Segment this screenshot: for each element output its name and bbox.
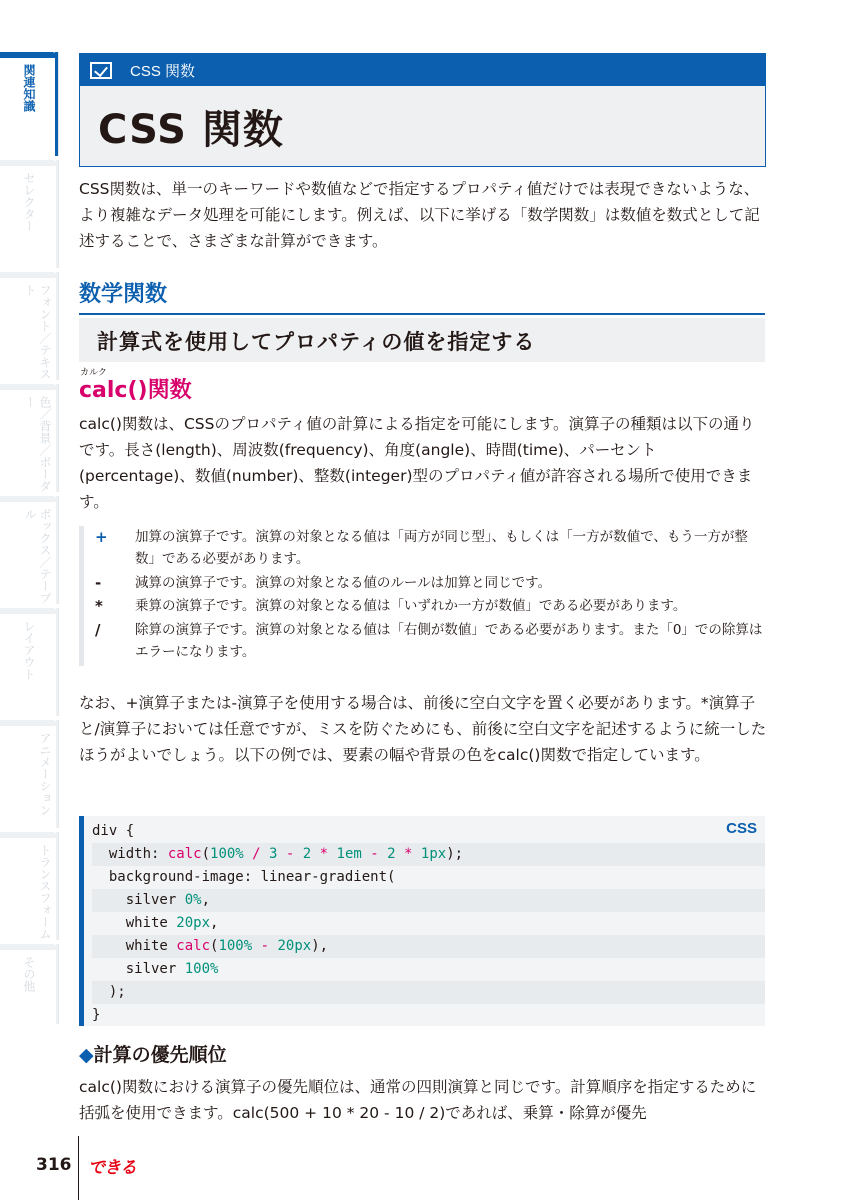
title-band-label: CSS 関数 (130, 62, 196, 80)
code-line: } (92, 1007, 101, 1023)
priority-heading (79, 1040, 227, 1067)
side-tab-label: セレクター (22, 172, 36, 232)
side-tab-label: ボックス／テーブル (23, 508, 52, 604)
checkbox-icon (90, 62, 112, 79)
side-tab-label: トランスフォーム (38, 844, 52, 940)
operator-symbol: * (95, 597, 103, 615)
operator-symbol: - (95, 574, 102, 592)
priority-heading-text: 計算の優先順位 (93, 1044, 227, 1066)
side-tab-box (0, 496, 59, 604)
side-tab-label: アニメーション (38, 732, 52, 816)
side-tab-label: 関連知識 (22, 64, 36, 112)
side-tab-label: その他 (22, 956, 36, 992)
code-line: silver 0%, (92, 889, 765, 912)
code-line: width: calc(100% / 3 - 2 * 1em - 2 * 1px); (92, 843, 765, 866)
section-underline (79, 313, 765, 315)
side-tab-label: フォント／テキスト (23, 284, 52, 380)
function-heading: calc()関数 (79, 378, 192, 403)
operator-desc: 除算の演算子です。演算の対象となる値は「右側が数値」である必要があります。また「0」での除算はエラーになります。 (135, 622, 763, 660)
side-tab-label: 色／背景／ボーダー (23, 396, 52, 492)
diamond-icon: ◆ (79, 1044, 94, 1066)
note-paragraph: なお、+演算子または-演算子を使用する場合は、前後に空白文字を置く必要があります。*演算子と/演算子においては任意ですが、ミスを防ぐためにも、前後に空白文字を記述するように統一したほうがよいでしょう。以下の例では、要素の幅や背景の色をcalc()関数で指定しています。 (79, 694, 767, 764)
side-tab-layout (0, 608, 59, 716)
side-tab-related (0, 52, 59, 156)
code-block (79, 816, 765, 1026)
side-tab-selector (0, 160, 59, 268)
operator-desc: 乗算の演算子です。演算の対象となる値は「いずれか一方が数値」である必要があります。 (135, 598, 687, 614)
publisher-logo: できる (88, 1158, 136, 1178)
function-ruby: カルク (80, 368, 107, 378)
title-box (79, 53, 766, 167)
code-language-label: CSS (726, 820, 757, 837)
code-line: white 20px, (92, 915, 219, 931)
priority-paragraph: calc()関数における演算子の優先順位は、通常の四則演算と同じです。計算順序を指定するために括弧を使用できます。calc(500 + 10 * 20 - 10 / 2)であれば、乗算・除算が優先 (79, 1078, 757, 1122)
section-heading: 数学関数 (79, 282, 168, 307)
subsection-box (79, 318, 765, 362)
function-description: calc()関数は、CSSのプロパティ値の計算による指定を可能にします。演算子の種類は以下の通りです。長さ(length)、周波数(frequency)、角度(angle)、時間(time)、パーセント(percentage)、数値(number)、整数(integer)型のプロパティ値が許容される場所で使用できます。 (79, 415, 755, 511)
code-line: background-image: linear-gradient( (92, 869, 396, 885)
side-tab-label: レイアウト (22, 620, 36, 680)
side-tab-color (0, 384, 59, 492)
footer-divider (78, 1136, 79, 1200)
intro-paragraph: CSS関数は、単一のキーワードや数値などで指定するプロパティ値だけでは表現できないような、より複雑なデータ処理を可能にします。例えば、以下に挙げる「数学関数」は数値を数式として記述することで、さまざまな計算ができます。 (79, 180, 760, 250)
side-tab-font (0, 272, 59, 380)
code-line: div { (92, 823, 135, 839)
code-line: white calc(100% - 20px), (92, 935, 765, 958)
side-tab-animation (0, 720, 59, 828)
title-band (80, 54, 765, 86)
code-line: silver 100% (92, 961, 219, 977)
operator-desc: 減算の演算子です。演算の対象となる値のルールは加算と同じです。 (135, 575, 552, 591)
operator-list-bar (79, 526, 84, 666)
operator-symbol: / (95, 621, 101, 639)
side-tab-other (0, 944, 59, 1024)
code-line: ); (92, 981, 765, 1004)
side-tab-transform (0, 832, 59, 940)
page-number: 316 (36, 1155, 72, 1175)
subsection-heading: 計算式を使用してプロパティの値を指定する (97, 330, 536, 354)
operator-desc: 加算の演算子です。演算の対象となる値は「両方が同じ型」、もしくは「一方が数値で、もう一方が整数」である必要があります。 (135, 529, 748, 567)
operator-symbol: + (95, 528, 108, 546)
page-title: CSS 関数 (98, 107, 284, 153)
